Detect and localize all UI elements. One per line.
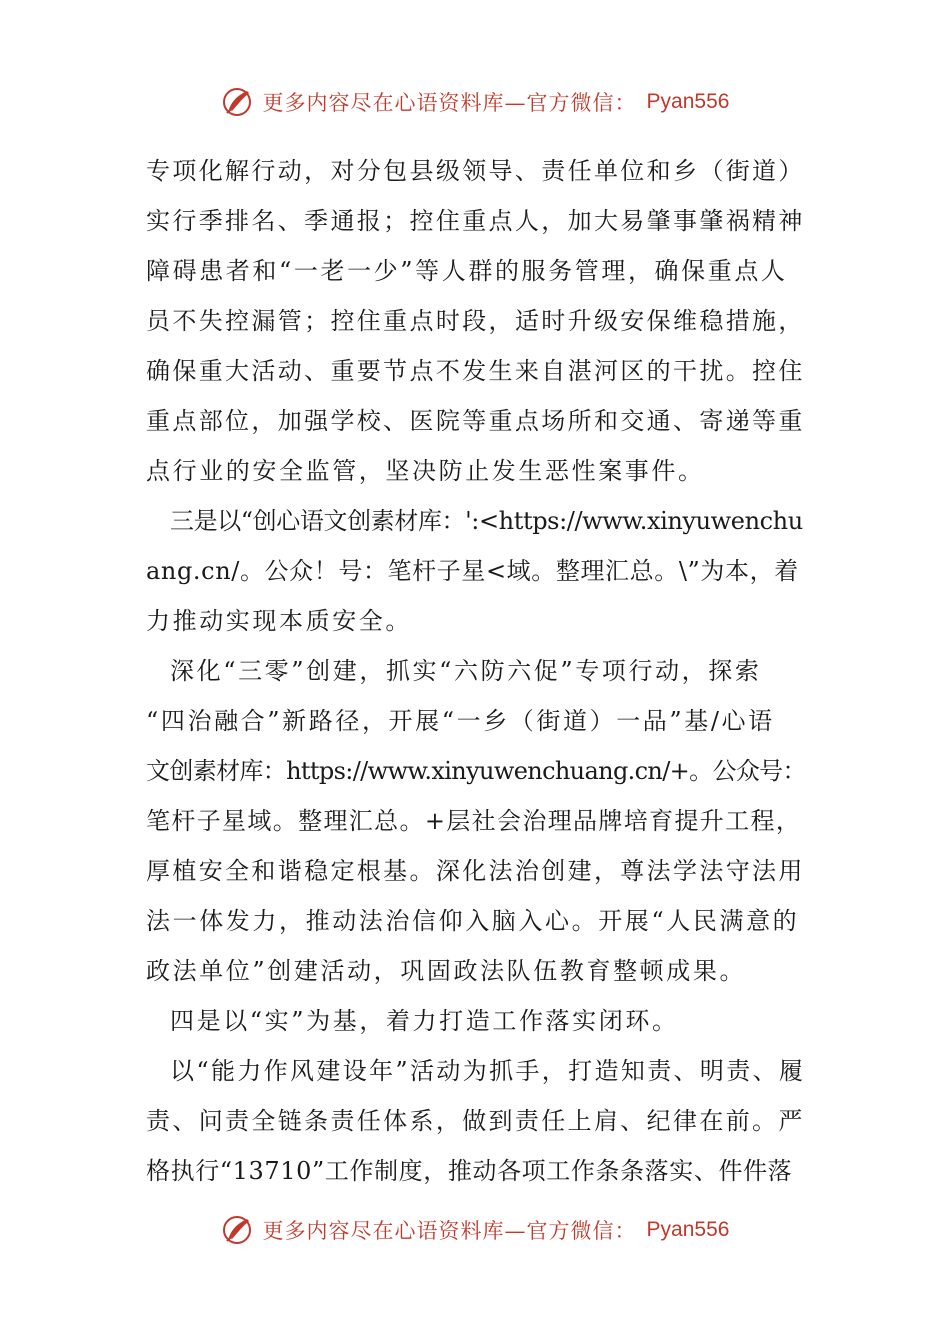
text-line: 责、问责全链条责任体系，做到责任上肩、纪律在前。严 [146,1107,805,1135]
text-line: 厚植安全和谐稳定根基。深化法治创建，尊法学法守法用 [146,857,805,885]
text-line: 深化“三零”创建，抓实“六防六促”专项行动，探索 [170,657,762,685]
text-line: 政法单位”创建活动，巩固政法队伍教育整顿成果。 [146,957,747,985]
section-four-heading-line: 四是以“实”为基，着力打造工作落实闭环。 [170,1007,679,1035]
text-line: 障碍患者和“一老一少”等人群的服务管理，确保重点人 [146,257,788,285]
pen-logo-icon [221,1213,255,1247]
header-banner-text: 更多内容尽在心语资料库—官方微信： [262,91,637,115]
text-line: 重点部位，加强学校、医院等重点场所和交通、寄递等重 [146,407,805,435]
pen-logo-icon [221,85,255,119]
footer-banner [0,1208,950,1252]
text-line: 力推动实现本质安全。 [146,607,412,635]
text-line: 专项化解行动，对分包县级领导、责任单位和乡（街道） [146,157,805,185]
header-banner [0,80,950,124]
text-line: 以“能力作风建设年”活动为抓手，打造知责、明责、履 [170,1057,806,1085]
footer-wechat-handle: Pyan556 [646,1218,730,1241]
text-line: 法一体发力，推动法治信仰入脑入心。开展“人民满意的 [146,907,800,935]
footer-banner-text: 更多内容尽在心语资料库—官方微信： [262,1219,637,1243]
text-line: 文创素材库：https://www.xinyuwenchuang.cn/+。公众号： [146,757,806,785]
text-line: 格执行“13710”工作制度，推动各项工作条条落实、件件落 [146,1157,793,1185]
text-line: 员不失控漏管；控住重点时段，适时升级安保维稳措施， [146,307,805,335]
text-line: ang.cn/。公众！号：笔杆子星<域。整理汇总。\”为本，着 [146,557,799,585]
text-line: “四治融合”新路径，开展“一乡（街道）一品”基/心语 [146,707,775,735]
text-line: 笔杆子星域。整理汇总。+层社会治理品牌培育提升工程， [146,807,802,835]
text-line: 实行季排名、季通报；控住重点人，加大易肇事肇祸精神 [146,207,805,235]
document-body [146,146,806,1196]
section-three-heading-line: 三是以“创心语文创素材库：':<https://www.xinyuwenchu [170,507,803,535]
text-line: 点行业的安全监管，坚决防止发生恶性案事件。 [146,457,705,485]
header-wechat-handle: Pyan556 [646,90,730,113]
text-line: 确保重大活动、重要节点不发生来自湛河区的干扰。控住 [146,357,805,385]
